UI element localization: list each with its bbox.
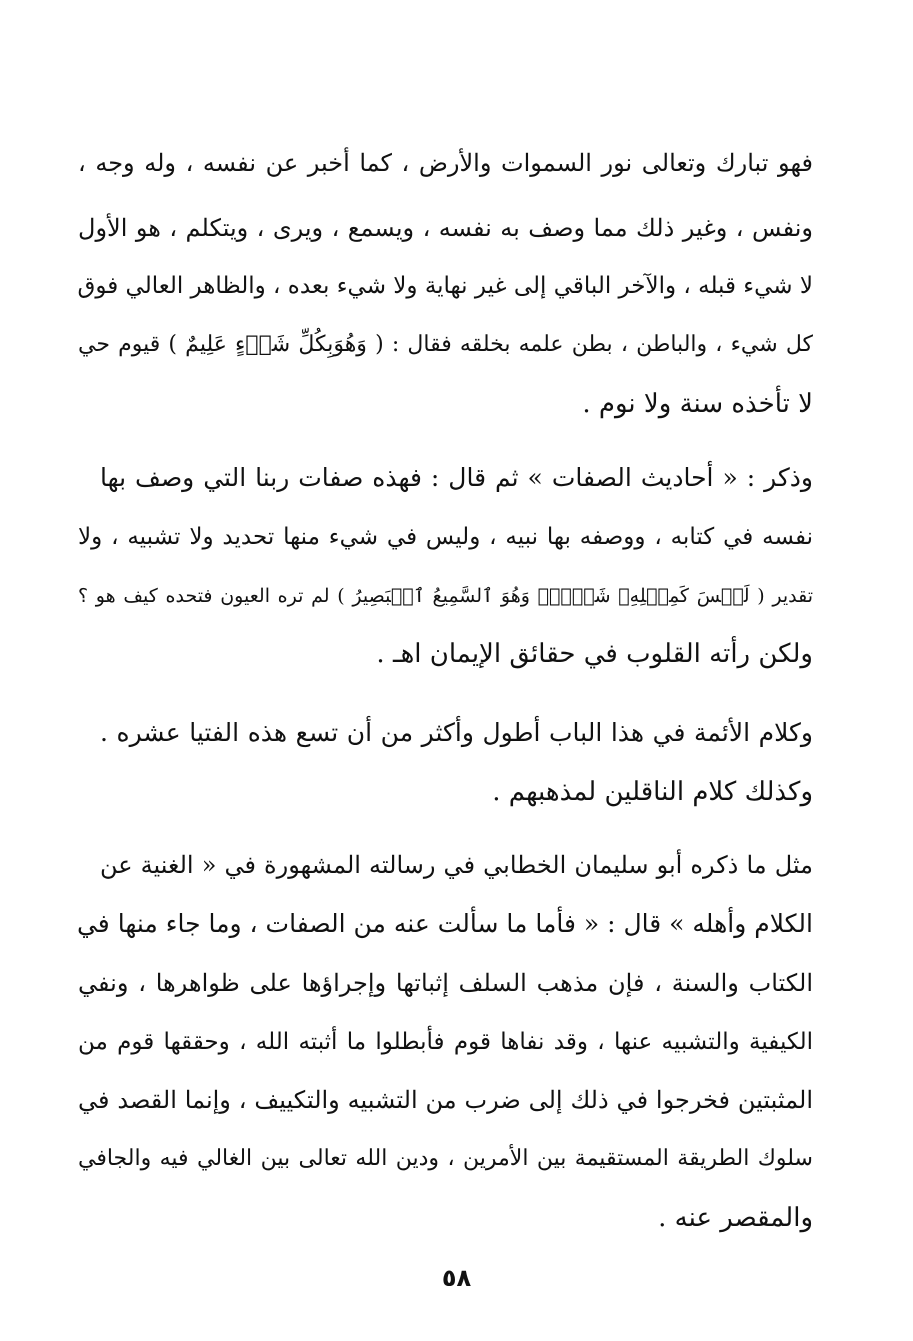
page-number: ٥٨ [441,1264,472,1292]
text-line: المثبتين فخرجوا في ذلك إلى ضرب من التشبيه والتكييف ، وإنما القصد في [78,1086,813,1114]
text-line: ونفس ، وغير ذلك مما وصف به نفسه ، ويسمع ، ويرى ، ويتكلم ، هو الأول [78,214,813,242]
text-line: وكلام الأئمة في هذا الباب أطول وأكثر من أن تسع هذه الفتيا عشره . [100,718,813,747]
text-line: لا شيء قبله ، والآخر الباقي إلى غير نهاية ولا شيء بعده ، والظاهر العالي فوق [77,273,813,299]
text-line: فهو تبارك وتعالى نور السموات والأرض ، كما أخبر عن نفسه ، وله وجه ، [78,149,813,177]
text-line: وذكر : « أحاديث الصفات » ثم قال : فهذه صفات ربنا التي وصف بها [100,463,813,492]
text-line: كل شيء ، والباطن ، بطن علمه بخلقه فقال : ( وَهُوَبِكُلِّ شَىۡءٍ عَلِيمٌ ) قيوم حي [78,332,813,357]
text-line: لا تأخذه سنة ولا نوم . [582,389,813,419]
text-line: مثل ما ذكره أبو سليمان الخطابي في رسالته المشهورة في « الغنية عن [100,851,813,879]
text-line: ولكن رأته القلوب في حقائق الإيمان اهـ . [376,639,813,669]
text-line: وكذلك كلام الناقلين لمذهبهم . [492,777,813,807]
text-line: نفسه في كتابه ، ووصفه بها نبيه ، وليس في شيء منها تحديد ولا تشبيه ، ولا [78,524,813,550]
text-line: تقدير ( لَيۡسَ كَمِثۡلِهِۦ شَىۡءٌۖ وَهُوَ ٱلسَّمِيعُ ٱلۡبَصِيرُ ) لم تره العيون فتحده كيف هو ؟ [78,585,813,607]
text-line: الكتاب والسنة ، فإن مذهب السلف إثباتها وإجراؤها على ظواهرها ، ونفي [78,969,813,997]
text-line: والمقصر عنه . [658,1203,813,1233]
text-line: الكيفية والتشبيه عنها ، وقد نفاها قوم فأبطلوا ما أثبته الله ، وحققها قوم من [78,1029,813,1055]
text-line: سلوك الطريقة المستقيمة بين الأمرين ، ودين الله تعالى بين الغالي فيه والجافي [78,1146,813,1171]
text-line: الكلام وأهله » قال : « فأما ما سألت عنه من الصفات ، وما جاء منها في [76,909,813,938]
